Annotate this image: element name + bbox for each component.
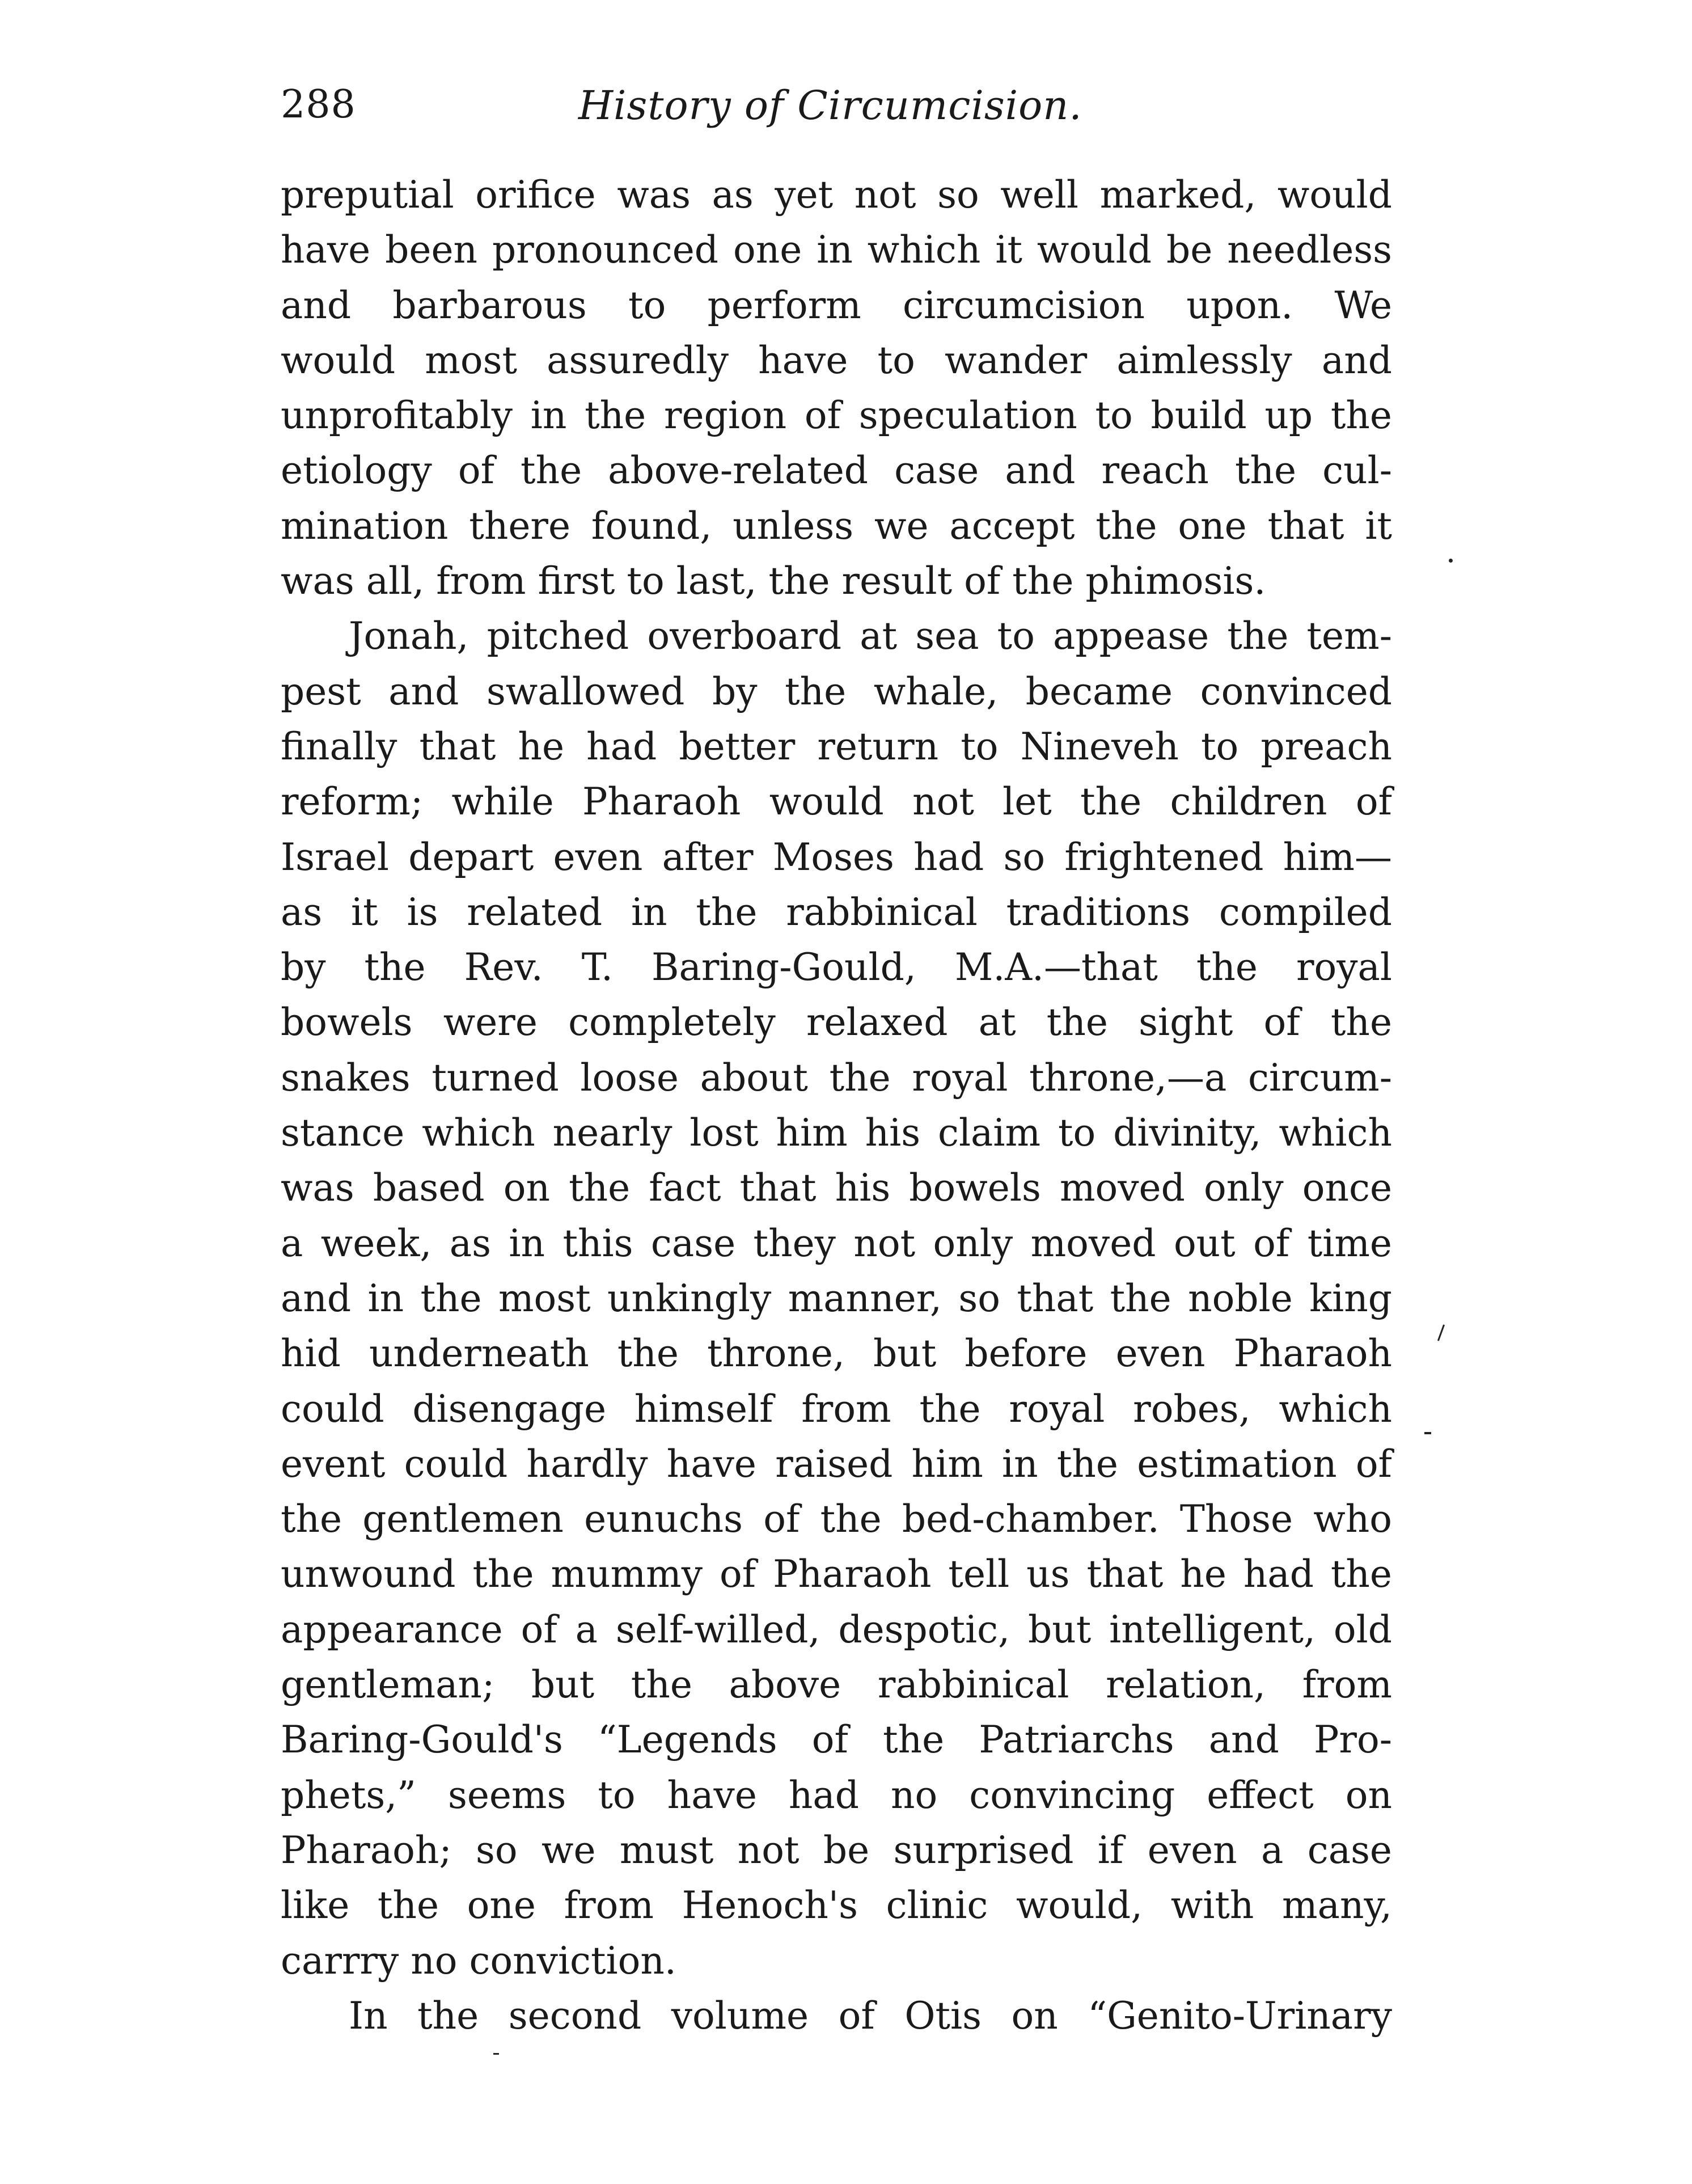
text-line: etiology of the above-related case and reach the cul- [281,449,1392,493]
text-line: Pharaoh; so we must not be surprised if even a case [281,1828,1392,1872]
scan-speck [1449,559,1453,563]
text-line: unprofitably in the region of speculation to build up the [281,394,1392,438]
text-line: would most assuredly have to wander aimlessly and [281,338,1392,382]
text-line: hid underneath the throne, but before even Pharaoh [281,1332,1392,1376]
text-line: a week, as in this case they not only moved out of time [281,1221,1392,1265]
text-line: could disengage himself from the royal robes, which [281,1387,1392,1431]
page-number: 288 [281,82,356,127]
text-line: was based on the fact that his bowels moved only once [281,1166,1392,1210]
text-line: Jonah, pitched overboard at sea to appease the tem- [349,614,1392,658]
scan-speck [1437,1324,1445,1341]
scan-speck [493,2053,499,2055]
text-line: and barbarous to perform circumcision upon. We [281,283,1392,327]
text-line: snakes turned loose about the royal throne,—a circum- [281,1055,1392,1100]
text-line: the gentlemen eunuchs of the bed-chamber. Those who [281,1497,1392,1541]
text-line: as it is related in the rabbinical traditions compiled [281,890,1392,934]
text-line: like the one from Henoch's clinic would, with many, [281,1883,1392,1928]
text-line: have been pronounced one in which it would be needless [281,228,1392,272]
page-header [281,82,1392,145]
text-line: mination there found, unless we accept the one that it [281,504,1392,548]
text-line: by the Rev. T. Baring-Gould, M.A.—that the royal [281,945,1392,990]
running-title: History of Circumcision. [578,82,1082,129]
body-text [281,167,1392,2043]
text-line: was all, from first to last, the result of the phimosis. [281,559,1266,603]
text-line: Baring-Gould's “Legends of the Patriarchs and Pro- [281,1718,1392,1762]
scan-speck [1424,1432,1431,1434]
text-line: finally that he had better return to Nineveh to preach [281,724,1392,768]
text-line: appearance of a self-willed, despotic, but intelligent, old [281,1607,1392,1651]
text-line: preputial orifice was as yet not so well marked, would [281,173,1392,217]
text-line: carrry no conviction. [281,1938,676,1983]
text-line: bowels were completely relaxed at the sight of the [281,1000,1392,1045]
text-line: In the second volume of Otis on “Genito-Urinary [349,1993,1392,2038]
text-line: stance which nearly lost him his claim to divinity, which [281,1111,1392,1155]
text-line: pest and swallowed by the whale, became convinced [281,669,1392,713]
text-line: and in the most unkingly manner, so that the noble king [281,1276,1392,1320]
text-line: reform; while Pharaoh would not let the children of [281,780,1392,824]
text-line: unwound the mummy of Pharaoh tell us that he had the [281,1552,1392,1596]
text-line: Israel depart even after Moses had so frightened him— [281,835,1392,879]
text-line: gentleman; but the above rabbinical relation, from [281,1663,1392,1707]
text-line: phets,” seems to have had no convincing effect on [281,1773,1392,1817]
text-line: event could hardly have raised him in the estimation of [281,1442,1392,1486]
